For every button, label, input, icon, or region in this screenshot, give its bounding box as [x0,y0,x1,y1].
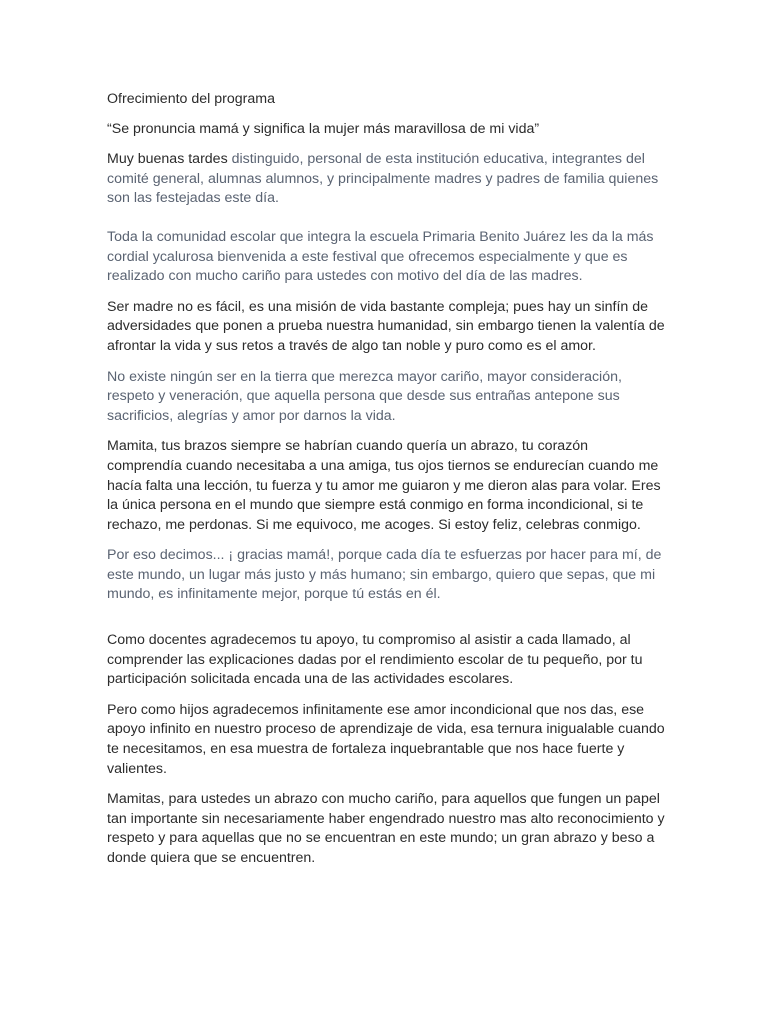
paragraph-hijos: Pero como hijos agradecemos infinitamente ese amor incondicional que nos das, ese apoyo infinito en nuestro proceso de aprendizaje de vida, esa ternura inigualable cuando te necesitamos, en esa muestra de fortaleza inquebrantable que nos hace fuerte y valientes. [107,701,665,777]
paragraph-mamita: Mamita, tus brazos siempre se habrían cuando quería un abrazo, tu corazón comprendía cuando necesitaba a una amiga, tus ojos tiernos se endurecían cuando me hacía falta una lección, tu fuerza y tu amor me guiaron y me dieron alas para volar. Eres la única persona en el mundo que siempre está conmigo en forma incondicional, si te rechazo, me perdonas. Si me equivoco, me acoges. Si estoy feliz, celebras conmigo. [107,438,661,533]
paragraph-welcome: Toda la comunidad escolar que integra la escuela Primaria Benito Juárez les da la más cordial ycalurosa bienvenida a este festival que ofrecemos especialmente y que es realizado con mucho cariño para ustedes con motivo del día de las madres. [107,228,654,285]
document-quote: “Se pronuncia mamá y significa la mujer más maravillosa de mi vida” [107,120,540,137]
paragraph-gracias: Por eso decimos... ¡ gracias mamá!, porque cada día te esfuerzas por hacer para mí, de este mundo, un lugar más justo y más humano; sin embargo, quiero que sepas, que mi mundo, es infinitamente mejor, porque tú estás en él. [107,547,662,603]
paragraph-respect: No existe ningún ser en la tierra que merezca mayor cariño, mayor consideración, respeto y veneración, que aquella persona que desde sus entrañas antepone sus sacrificios, alegrías y amor por darnos la vida. [107,368,622,424]
document-title: Ofrecimiento del programa [107,91,275,107]
greeting-paragraph [107,150,665,209]
paragraph-abrazo: Mamitas, para ustedes un abrazo con mucho cariño, para aquellos que fungen un papel tan importante sin necesariamente haber engendrado nuestro mas alto reconocimiento y respeto y para aquellas que no se encuentran en este mundo; un gran abrazo y beso a donde quiera que se encuentren. [107,791,665,866]
greeting-rest: distinguido, personal de esta institución educativa, integrantes del comité general, alumnas alumnos, y principalmente madres y padres de familia quienes son las festejadas este día. [107,151,659,207]
paragraph-motherhood: Ser madre no es fácil, es una misión de vida bastante compleja; pues hay un sinfín de adversidades que ponen a prueba nuestra humanidad, sin embargo tienen la valentía de afrontar la vida y sus retos a través de algo tan noble y puro como es el amor. [107,298,665,354]
greeting-lead: Muy buenas tardes [107,151,232,168]
document-body [107,90,665,869]
paragraph-docentes: Como docentes agradecemos tu apoyo, tu compromiso al asistir a cada llamado, al comprender las explicaciones dadas por el rendimiento escolar de tu pequeño, por tu participación solicitada encada una de las actividades escolares. [107,632,643,688]
